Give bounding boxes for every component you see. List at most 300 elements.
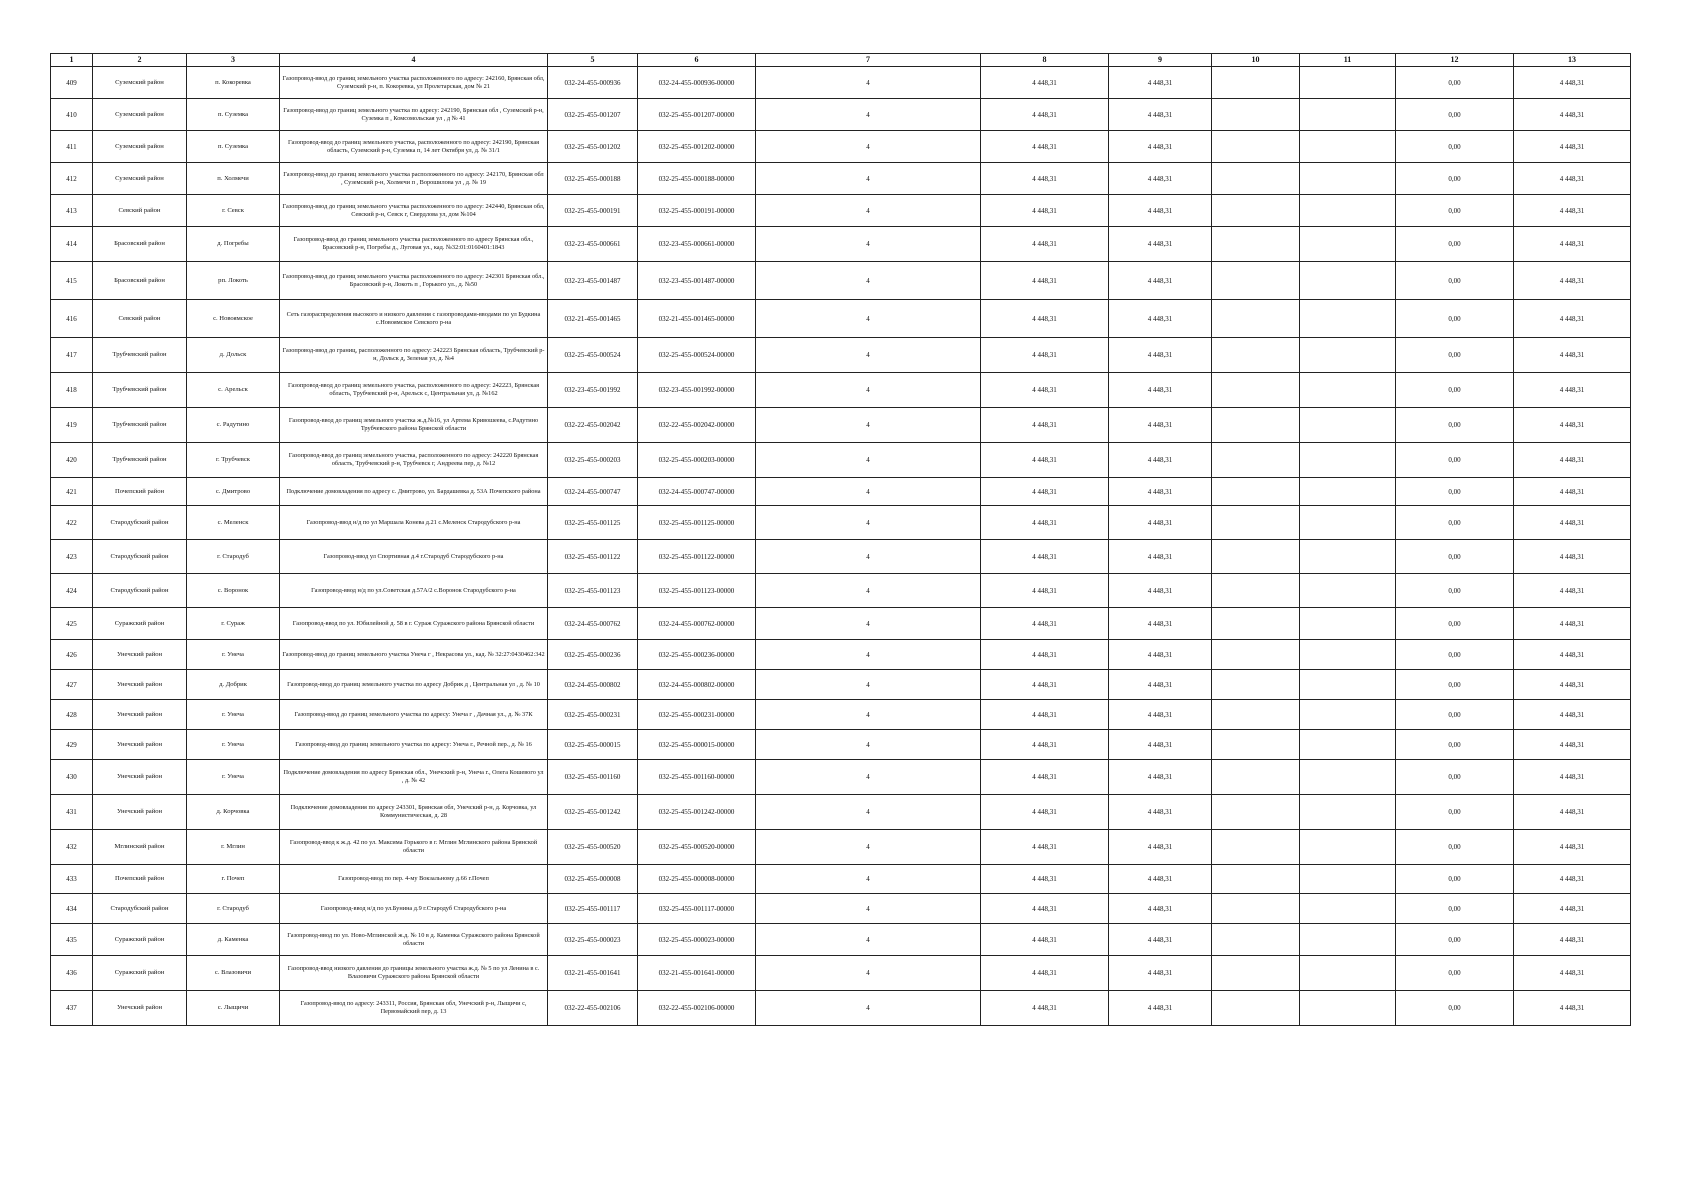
row-number: 414 — [51, 227, 93, 262]
column-9-value: 4 448,31 — [1109, 956, 1212, 991]
object-id: 032-22-455-002042-00000 — [638, 408, 756, 443]
column-12-value: 0,00 — [1396, 227, 1514, 262]
object-id: 032-24-455-000762-00000 — [638, 608, 756, 640]
locality-cell: с. Радутино — [187, 408, 280, 443]
column-8-value: 4 448,31 — [981, 408, 1109, 443]
row-number: 418 — [51, 373, 93, 408]
column-7-value: 4 — [756, 574, 981, 608]
column-11-value — [1300, 338, 1396, 373]
column-header: 4 — [280, 54, 548, 67]
column-8-value: 4 448,31 — [981, 760, 1109, 795]
column-7-value: 4 — [756, 67, 981, 99]
locality-cell: г. Почеп — [187, 865, 280, 894]
table-row — [51, 670, 1631, 700]
table-row — [51, 338, 1631, 373]
object-code: 032-22-455-002106 — [548, 991, 638, 1026]
table-row — [51, 991, 1631, 1026]
district-cell: Унечский район — [93, 670, 187, 700]
table-row — [51, 700, 1631, 730]
row-number: 420 — [51, 443, 93, 478]
object-id: 032-25-455-001123-00000 — [638, 574, 756, 608]
column-11-value — [1300, 443, 1396, 478]
object-code: 032-25-455-000203 — [548, 443, 638, 478]
column-13-value: 4 448,31 — [1514, 540, 1631, 574]
column-12-value: 0,00 — [1396, 300, 1514, 338]
object-code: 032-25-455-001242 — [548, 795, 638, 830]
column-8-value: 4 448,31 — [981, 608, 1109, 640]
column-10-value — [1212, 338, 1300, 373]
column-7-value: 4 — [756, 865, 981, 894]
column-12-value: 0,00 — [1396, 338, 1514, 373]
column-8-value: 4 448,31 — [981, 894, 1109, 924]
column-12-value: 0,00 — [1396, 894, 1514, 924]
table-row — [51, 865, 1631, 894]
object-description: Газопровод-ввод до границ земельного участка расположенного по адресу: 242301 Брянская обл., Брасовский р-н, Локоть п , Горького ул., д. №50 — [280, 262, 548, 300]
object-id: 032-25-455-001207-00000 — [638, 99, 756, 131]
column-8-value: 4 448,31 — [981, 540, 1109, 574]
object-code: 032-25-455-000524 — [548, 338, 638, 373]
column-8-value: 4 448,31 — [981, 99, 1109, 131]
object-code: 032-24-455-000762 — [548, 608, 638, 640]
object-description: Газопровод-ввод до границ, расположенного по адресу: 242223 Брянская область, Трубчевский р-н, Дольск д, Зеленая ул, д. №4 — [280, 338, 548, 373]
column-12-value: 0,00 — [1396, 700, 1514, 730]
column-10-value — [1212, 924, 1300, 956]
object-description: Газопровод-ввод по ул. Ново-Мглинской ж.д. № 10 в д. Каменка Суражского района Брянской области — [280, 924, 548, 956]
column-12-value: 0,00 — [1396, 408, 1514, 443]
column-9-value: 4 448,31 — [1109, 640, 1212, 670]
object-code: 032-25-455-001202 — [548, 131, 638, 163]
district-cell: Унечский район — [93, 640, 187, 670]
object-code: 032-25-455-000236 — [548, 640, 638, 670]
column-9-value: 4 448,31 — [1109, 894, 1212, 924]
column-10-value — [1212, 991, 1300, 1026]
column-11-value — [1300, 608, 1396, 640]
column-7-value: 4 — [756, 338, 981, 373]
locality-cell: с. Меленск — [187, 506, 280, 540]
object-id: 032-25-455-000023-00000 — [638, 924, 756, 956]
column-7-value: 4 — [756, 195, 981, 227]
locality-cell: с. Лыщичи — [187, 991, 280, 1026]
column-8-value: 4 448,31 — [981, 338, 1109, 373]
table-row — [51, 99, 1631, 131]
column-9-value: 4 448,31 — [1109, 338, 1212, 373]
column-8-value: 4 448,31 — [981, 865, 1109, 894]
column-11-value — [1300, 700, 1396, 730]
district-cell: Стародубский район — [93, 540, 187, 574]
column-12-value: 0,00 — [1396, 195, 1514, 227]
column-header: 9 — [1109, 54, 1212, 67]
object-description: Газопровод-ввод до границ земельного участка по адресу: 242190, Брянская обл , Суземский р-н, Суземка п , Комсомольская ул , д № 41 — [280, 99, 548, 131]
object-description: Подключение домовладения по адресу 243301, Брянская обл, Унечский р-н, д. Корчовка, ул Коммунистическая, д. 28 — [280, 795, 548, 830]
column-header: 11 — [1300, 54, 1396, 67]
table-row — [51, 540, 1631, 574]
column-10-value — [1212, 195, 1300, 227]
object-description: Газопровод-ввод до границ земельного участка расположенного по адресу: 242440, Брянская обл, Севский р-н, Севск г, Свердлова ул, дом №104 — [280, 195, 548, 227]
column-11-value — [1300, 163, 1396, 195]
district-cell: Почепский район — [93, 865, 187, 894]
column-7-value: 4 — [756, 478, 981, 506]
column-12-value: 0,00 — [1396, 67, 1514, 99]
locality-cell: г. Унеча — [187, 730, 280, 760]
table-row — [51, 227, 1631, 262]
column-7-value: 4 — [756, 99, 981, 131]
column-11-value — [1300, 795, 1396, 830]
column-8-value: 4 448,31 — [981, 262, 1109, 300]
column-13-value: 4 448,31 — [1514, 865, 1631, 894]
object-description: Газопровод-ввод н/д по ул Маршала Конева д.21 с.Меленск Стародубского р-на — [280, 506, 548, 540]
column-10-value — [1212, 700, 1300, 730]
column-11-value — [1300, 640, 1396, 670]
row-number: 417 — [51, 338, 93, 373]
district-cell: Суражский район — [93, 956, 187, 991]
column-10-value — [1212, 830, 1300, 865]
column-11-value — [1300, 730, 1396, 760]
object-id: 032-25-455-000236-00000 — [638, 640, 756, 670]
object-description: Газопровод-ввод по пер. 4-му Вокзальному д.66 г.Почеп — [280, 865, 548, 894]
object-id: 032-25-455-000520-00000 — [638, 830, 756, 865]
column-8-value: 4 448,31 — [981, 163, 1109, 195]
district-cell: Мглинский район — [93, 830, 187, 865]
object-description: Газопровод-ввод н/д по ул.Советская д.57А/2 с.Воронок Стародубского р-на — [280, 574, 548, 608]
district-cell: Трубчевский район — [93, 373, 187, 408]
column-8-value: 4 448,31 — [981, 830, 1109, 865]
row-number: 422 — [51, 506, 93, 540]
table-row — [51, 131, 1631, 163]
object-id: 032-25-455-000231-00000 — [638, 700, 756, 730]
column-13-value: 4 448,31 — [1514, 506, 1631, 540]
column-12-value: 0,00 — [1396, 730, 1514, 760]
district-cell: Суземский район — [93, 99, 187, 131]
object-id: 032-24-455-000936-00000 — [638, 67, 756, 99]
column-7-value: 4 — [756, 991, 981, 1026]
locality-cell: с. Дмитрово — [187, 478, 280, 506]
column-7-value: 4 — [756, 640, 981, 670]
column-7-value: 4 — [756, 227, 981, 262]
column-header: 12 — [1396, 54, 1514, 67]
column-12-value: 0,00 — [1396, 262, 1514, 300]
column-9-value: 4 448,31 — [1109, 131, 1212, 163]
column-8-value: 4 448,31 — [981, 991, 1109, 1026]
column-9-value: 4 448,31 — [1109, 163, 1212, 195]
column-header: 13 — [1514, 54, 1631, 67]
column-8-value: 4 448,31 — [981, 373, 1109, 408]
column-13-value: 4 448,31 — [1514, 131, 1631, 163]
row-number: 410 — [51, 99, 93, 131]
column-10-value — [1212, 227, 1300, 262]
object-description: Газопровод-ввод до границ земельного участка Унеча г , Некрасова ул., кад. № 32:27:0430462:342 — [280, 640, 548, 670]
object-description: Подключение домовладения по адресу Брянская обл., Унечский р-н, Унеча г., Олега Кошевого ул , д. № 42 — [280, 760, 548, 795]
column-header: 6 — [638, 54, 756, 67]
column-8-value: 4 448,31 — [981, 670, 1109, 700]
column-9-value: 4 448,31 — [1109, 478, 1212, 506]
locality-cell: г. Унеча — [187, 760, 280, 795]
column-10-value — [1212, 373, 1300, 408]
column-8-value: 4 448,31 — [981, 227, 1109, 262]
row-number: 435 — [51, 924, 93, 956]
column-12-value: 0,00 — [1396, 956, 1514, 991]
object-description: Газопровод-ввод до границ земельного участка, расположенного по адресу: 242190, Брянская область, Суземский р-н, Суземка п, 14 лет Октября ул, д. № 31/1 — [280, 131, 548, 163]
table-row — [51, 894, 1631, 924]
table-row — [51, 640, 1631, 670]
object-description: Газопровод-ввод до границ земельного участка расположенного по адресу Брянская обл., Брасовский р-н, Погребы д., Луговая ул., кад. №32:01:0160401:1843 — [280, 227, 548, 262]
column-11-value — [1300, 506, 1396, 540]
column-13-value: 4 448,31 — [1514, 262, 1631, 300]
column-13-value: 4 448,31 — [1514, 730, 1631, 760]
table-row — [51, 262, 1631, 300]
object-id: 032-23-455-001992-00000 — [638, 373, 756, 408]
table-row — [51, 373, 1631, 408]
column-12-value: 0,00 — [1396, 608, 1514, 640]
object-code: 032-25-455-000231 — [548, 700, 638, 730]
district-cell: Суземский район — [93, 163, 187, 195]
column-8-value: 4 448,31 — [981, 924, 1109, 956]
column-8-value: 4 448,31 — [981, 700, 1109, 730]
column-9-value: 4 448,31 — [1109, 670, 1212, 700]
locality-cell: п. Кокоревка — [187, 67, 280, 99]
object-code: 032-25-455-000023 — [548, 924, 638, 956]
object-code: 032-25-455-000015 — [548, 730, 638, 760]
district-cell: Севский район — [93, 195, 187, 227]
column-8-value: 4 448,31 — [981, 300, 1109, 338]
header-row — [51, 54, 1631, 67]
column-7-value: 4 — [756, 408, 981, 443]
column-12-value: 0,00 — [1396, 830, 1514, 865]
object-id: 032-25-455-000203-00000 — [638, 443, 756, 478]
object-description: Газопровод-ввод ул Спортивная д.4 г.Стародуб Стародубского р-на — [280, 540, 548, 574]
row-number: 413 — [51, 195, 93, 227]
object-description: Газопровод-ввод до границ земельного участка по адресу: Унеча г., Речной пер., д. № 16 — [280, 730, 548, 760]
column-13-value: 4 448,31 — [1514, 608, 1631, 640]
locality-cell: с. Арельск — [187, 373, 280, 408]
document-sheet — [50, 53, 1630, 1026]
column-13-value: 4 448,31 — [1514, 300, 1631, 338]
object-description: Газопровод-ввод до границ земельного участка по адресу: Унеча г , Дачная ул., д. № 37К — [280, 700, 548, 730]
row-number: 426 — [51, 640, 93, 670]
object-description: Газопровод-ввод до границ земельного участка, расположенного по адресу: 242220 Брянская область, Трубчевский р-н, Трубчевск г, Андреева пер, д. №12 — [280, 443, 548, 478]
column-header: 2 — [93, 54, 187, 67]
column-9-value: 4 448,31 — [1109, 443, 1212, 478]
column-11-value — [1300, 830, 1396, 865]
row-number: 423 — [51, 540, 93, 574]
column-13-value: 4 448,31 — [1514, 67, 1631, 99]
column-11-value — [1300, 924, 1396, 956]
object-description: Газопровод-ввод до границ земельного участка, расположенного по адресу: 242223, Брянская область, Трубчевский р-н, Арельск с, Центральная ул, д. №162 — [280, 373, 548, 408]
object-code: 032-22-455-002042 — [548, 408, 638, 443]
column-7-value: 4 — [756, 262, 981, 300]
column-11-value — [1300, 760, 1396, 795]
object-description: Сеть газораспределения высокого и низкого давления с газопроводами-вводами по ул Будкина с.Новоямское Севского р-на — [280, 300, 548, 338]
column-11-value — [1300, 574, 1396, 608]
object-description: Газопровод-ввод до границ земельного участка ж.д.№16, ул Артема Кривошеева, с.Радутино Трубчевского района Брянской области — [280, 408, 548, 443]
column-10-value — [1212, 540, 1300, 574]
row-number: 437 — [51, 991, 93, 1026]
column-13-value: 4 448,31 — [1514, 956, 1631, 991]
column-12-value: 0,00 — [1396, 574, 1514, 608]
column-header: 1 — [51, 54, 93, 67]
column-12-value: 0,00 — [1396, 865, 1514, 894]
district-cell: Трубчевский район — [93, 408, 187, 443]
column-8-value: 4 448,31 — [981, 795, 1109, 830]
row-number: 427 — [51, 670, 93, 700]
column-12-value: 0,00 — [1396, 795, 1514, 830]
column-12-value: 0,00 — [1396, 99, 1514, 131]
column-9-value: 4 448,31 — [1109, 865, 1212, 894]
object-id: 032-25-455-001242-00000 — [638, 795, 756, 830]
column-9-value: 4 448,31 — [1109, 730, 1212, 760]
table-row — [51, 300, 1631, 338]
object-id: 032-25-455-000191-00000 — [638, 195, 756, 227]
column-10-value — [1212, 608, 1300, 640]
locality-cell: д. Корчовка — [187, 795, 280, 830]
locality-cell: с. Влазовичи — [187, 956, 280, 991]
object-id: 032-25-455-001122-00000 — [638, 540, 756, 574]
column-13-value: 4 448,31 — [1514, 991, 1631, 1026]
column-7-value: 4 — [756, 443, 981, 478]
column-13-value: 4 448,31 — [1514, 195, 1631, 227]
locality-cell: с. Новоямское — [187, 300, 280, 338]
data-table — [50, 53, 1631, 1026]
column-7-value: 4 — [756, 131, 981, 163]
locality-cell: п. Холмечи — [187, 163, 280, 195]
column-header: 10 — [1212, 54, 1300, 67]
object-description: Газопровод-ввод по адресу: 243311, Россия, Брянская обл, Унечский р-н, Лыщичи с, Первомайский пер, д. 13 — [280, 991, 548, 1026]
column-7-value: 4 — [756, 956, 981, 991]
table-row — [51, 830, 1631, 865]
table-row — [51, 443, 1631, 478]
row-number: 433 — [51, 865, 93, 894]
column-11-value — [1300, 373, 1396, 408]
object-code: 032-24-455-000802 — [548, 670, 638, 700]
column-9-value: 4 448,31 — [1109, 506, 1212, 540]
object-id: 032-25-455-001202-00000 — [638, 131, 756, 163]
column-9-value: 4 448,31 — [1109, 830, 1212, 865]
column-11-value — [1300, 300, 1396, 338]
object-description: Газопровод-ввод н/д по ул.Бунина д.9 г.Стародуб Стародубского р-на — [280, 894, 548, 924]
district-cell: Брасовский район — [93, 227, 187, 262]
object-code: 032-25-455-001207 — [548, 99, 638, 131]
locality-cell: д. Добрик — [187, 670, 280, 700]
column-9-value: 4 448,31 — [1109, 795, 1212, 830]
row-number: 412 — [51, 163, 93, 195]
locality-cell: п. Суземка — [187, 99, 280, 131]
column-7-value: 4 — [756, 670, 981, 700]
column-8-value: 4 448,31 — [981, 478, 1109, 506]
table-row — [51, 506, 1631, 540]
object-id: 032-25-455-000008-00000 — [638, 865, 756, 894]
locality-cell: г. Мглин — [187, 830, 280, 865]
column-9-value: 4 448,31 — [1109, 67, 1212, 99]
object-description: Газопровод-ввод к ж.д. 42 по ул. Максима Горького в г. Мглин Мглинского района Брянской области — [280, 830, 548, 865]
column-13-value: 4 448,31 — [1514, 640, 1631, 670]
table-row — [51, 478, 1631, 506]
column-10-value — [1212, 760, 1300, 795]
column-7-value: 4 — [756, 608, 981, 640]
object-code: 032-25-455-000008 — [548, 865, 638, 894]
column-header: 3 — [187, 54, 280, 67]
column-10-value — [1212, 894, 1300, 924]
column-11-value — [1300, 991, 1396, 1026]
column-11-value — [1300, 131, 1396, 163]
row-number: 431 — [51, 795, 93, 830]
locality-cell: г. Унеча — [187, 700, 280, 730]
column-13-value: 4 448,31 — [1514, 574, 1631, 608]
object-id: 032-25-455-000524-00000 — [638, 338, 756, 373]
row-number: 430 — [51, 760, 93, 795]
column-11-value — [1300, 67, 1396, 99]
column-10-value — [1212, 795, 1300, 830]
column-9-value: 4 448,31 — [1109, 227, 1212, 262]
column-11-value — [1300, 99, 1396, 131]
column-13-value: 4 448,31 — [1514, 830, 1631, 865]
column-8-value: 4 448,31 — [981, 131, 1109, 163]
row-number: 415 — [51, 262, 93, 300]
column-9-value: 4 448,31 — [1109, 195, 1212, 227]
column-12-value: 0,00 — [1396, 373, 1514, 408]
locality-cell: г. Севск — [187, 195, 280, 227]
district-cell: Суземский район — [93, 67, 187, 99]
locality-cell: д. Каменка — [187, 924, 280, 956]
locality-cell: д. Дольск — [187, 338, 280, 373]
object-description: Газопровод-ввод до границ земельного участка расположенного по адресу: 242160, Брянская обл, Суземский р-н, п. Кокоревка, ул Пролетарская, дом № 21 — [280, 67, 548, 99]
column-9-value: 4 448,31 — [1109, 408, 1212, 443]
column-11-value — [1300, 865, 1396, 894]
column-7-value: 4 — [756, 795, 981, 830]
column-13-value: 4 448,31 — [1514, 408, 1631, 443]
column-10-value — [1212, 443, 1300, 478]
column-12-value: 0,00 — [1396, 443, 1514, 478]
object-code: 032-24-455-000747 — [548, 478, 638, 506]
object-code: 032-25-455-000188 — [548, 163, 638, 195]
column-9-value: 4 448,31 — [1109, 991, 1212, 1026]
column-13-value: 4 448,31 — [1514, 700, 1631, 730]
locality-cell: г. Сураж — [187, 608, 280, 640]
district-cell: Севский район — [93, 300, 187, 338]
object-id: 032-23-455-000661-00000 — [638, 227, 756, 262]
locality-cell: с. Воронок — [187, 574, 280, 608]
row-number: 419 — [51, 408, 93, 443]
district-cell: Почепский район — [93, 478, 187, 506]
column-11-value — [1300, 540, 1396, 574]
row-number: 434 — [51, 894, 93, 924]
column-10-value — [1212, 163, 1300, 195]
column-10-value — [1212, 408, 1300, 443]
district-cell: Трубчевский район — [93, 338, 187, 373]
district-cell: Суземский район — [93, 131, 187, 163]
column-13-value: 4 448,31 — [1514, 227, 1631, 262]
object-id: 032-25-455-001117-00000 — [638, 894, 756, 924]
table-row — [51, 795, 1631, 830]
table-row — [51, 608, 1631, 640]
column-10-value — [1212, 956, 1300, 991]
column-8-value: 4 448,31 — [981, 574, 1109, 608]
column-7-value: 4 — [756, 506, 981, 540]
column-10-value — [1212, 67, 1300, 99]
column-12-value: 0,00 — [1396, 506, 1514, 540]
column-11-value — [1300, 408, 1396, 443]
column-8-value: 4 448,31 — [981, 67, 1109, 99]
locality-cell: д. Погребы — [187, 227, 280, 262]
column-9-value: 4 448,31 — [1109, 700, 1212, 730]
column-8-value: 4 448,31 — [981, 640, 1109, 670]
district-cell: Суражский район — [93, 924, 187, 956]
district-cell: Унечский район — [93, 795, 187, 830]
column-7-value: 4 — [756, 830, 981, 865]
column-11-value — [1300, 956, 1396, 991]
column-9-value: 4 448,31 — [1109, 574, 1212, 608]
column-13-value: 4 448,31 — [1514, 163, 1631, 195]
object-code: 032-23-455-001487 — [548, 262, 638, 300]
column-9-value: 4 448,31 — [1109, 99, 1212, 131]
